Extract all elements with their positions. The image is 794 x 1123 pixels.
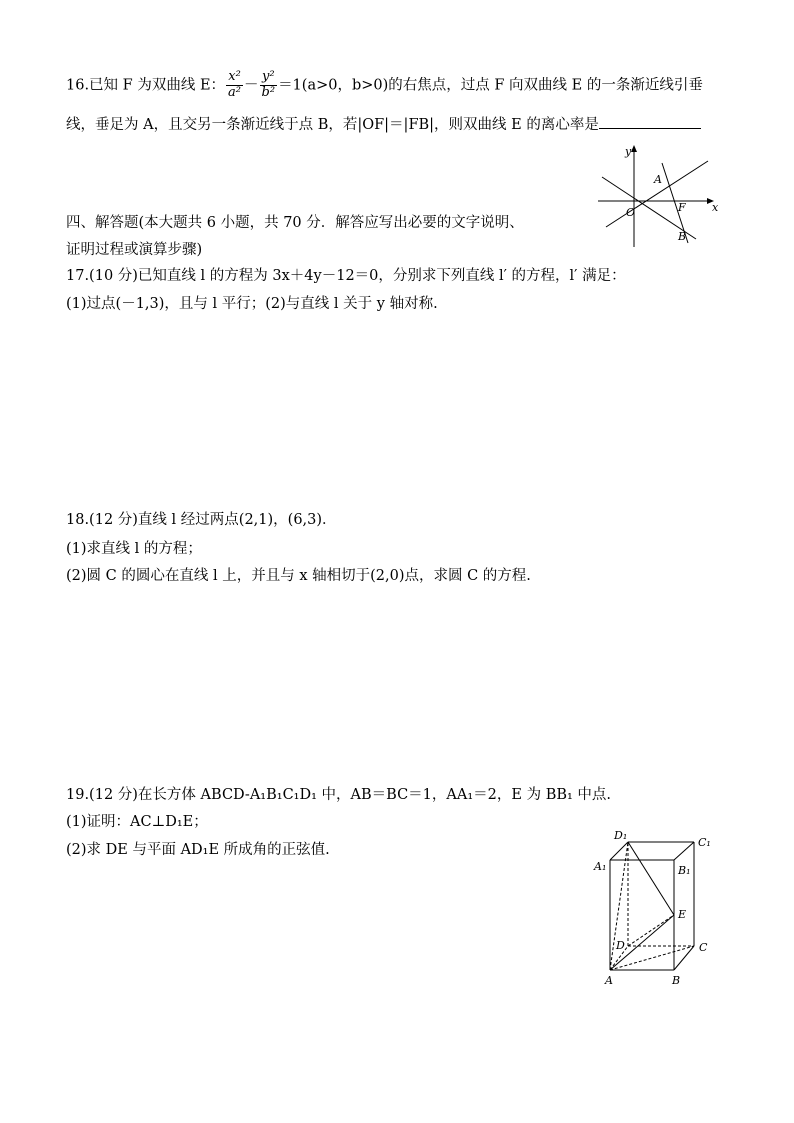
label-O: O: [626, 206, 636, 219]
label-B1: B₁: [678, 864, 691, 877]
label-x: x: [712, 201, 719, 214]
edge-A1-D1: [610, 842, 628, 860]
label-A1: A₁: [594, 860, 607, 873]
q18-line3: (2)圆 C 的圆心在直线 l 上，并且与 x 轴相切于(2,0)点，求圆 C 的方程.: [66, 568, 531, 584]
cuboid-figure: [590, 826, 720, 991]
q16-post: ＝1(a>0，b>0)的右焦点，过点 F 向双曲线 E 的一条渐近线引垂: [278, 77, 703, 94]
q16-line2-text: 线，垂足为 A，且交另一条渐近线于点 B，若|OF|＝|FB|，则双曲线 E 的离心率是: [66, 117, 599, 133]
section4-heading-line2: 证明过程或演算步骤): [66, 242, 203, 258]
asymptote-positive: [606, 161, 708, 227]
fraction-y2-b2: $\frac{\text{y²}}{\text{b²}}$: [261, 69, 276, 100]
q16-minus: －: [244, 77, 259, 94]
q16-pre: 16.已知 F 为双曲线 E：: [66, 77, 226, 94]
label-B: B: [678, 230, 687, 243]
label-E: E: [678, 908, 687, 921]
q16-line1: [66, 70, 703, 101]
q17-line1: 17.(10 分)已知直线 l 的方程为 3x＋4y－12＝0，分别求下列直线 l′ 的方程，l′ 满足：: [66, 268, 626, 284]
q19-line3: (2)求 DE 与平面 AD₁E 所成角的正弦值.: [66, 842, 330, 858]
answer-blank: [599, 118, 701, 129]
label-y: y: [625, 145, 632, 158]
section4-heading-line1: 四、解答题(本大题共 6 小题，共 70 分．解答应写出必要的文字说明、: [66, 215, 524, 231]
q17-line2: (1)过点(－1,3)，且与 l 平行；(2)与直线 l 关于 y 轴对称.: [66, 296, 438, 312]
label-A: A: [605, 974, 613, 987]
q16-line2: [66, 117, 701, 134]
y-axis-arrow: [631, 145, 637, 152]
q18-line1: 18.(12 分)直线 l 经过两点(2,1)，(6,3)．: [66, 512, 337, 528]
hidden-segment-D-E: [628, 915, 674, 946]
edge-B-C: [674, 946, 694, 970]
fraction-x2-a2: $\frac{\text{x²}}{\text{a²}}$: [228, 69, 242, 100]
q19-line2: (1)证明：AC⊥D₁E；: [66, 814, 208, 830]
label-D1: D₁: [614, 829, 628, 842]
edge-B1-C1: [674, 842, 694, 860]
label-B: B: [672, 974, 681, 987]
q18-line2: (1)求直线 l 的方程；: [66, 541, 202, 557]
label-A: A: [654, 173, 662, 186]
label-D: D: [616, 939, 625, 952]
label-C1: C₁: [698, 836, 711, 849]
hyperbola-asymptote-figure: [596, 143, 726, 253]
segment-D1-E: [628, 842, 674, 915]
label-F: F: [678, 201, 686, 214]
q19-line1: 19.(12 分)在长方体 ABCD-A₁B₁C₁D₁ 中，AB＝BC＝1，AA₁＝2，E 为 BB₁ 中点.: [66, 787, 612, 803]
label-C: C: [699, 941, 708, 954]
